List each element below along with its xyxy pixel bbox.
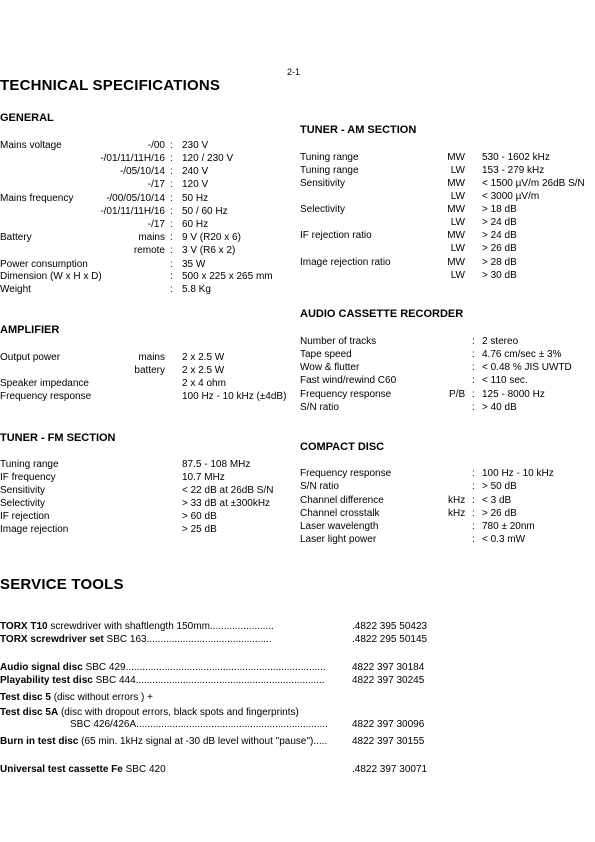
spec-separator: : [170,259,173,270]
spec-value: > 18 dB [482,204,517,215]
spec-separator: : [170,284,173,295]
spec-value: 125 - 8000 Hz [482,389,545,400]
spec-band: MW [447,204,465,215]
spec-value: 120 / 230 V [182,153,234,164]
spec-label: Weight [0,284,31,295]
service-tool-item [0,675,325,687]
spec-value: > 28 dB [482,257,517,268]
spec-value: 530 - 1602 kHz [482,152,550,163]
spec-value: 3 V (R6 x 2) [182,245,236,256]
spec-label: Selectivity [0,498,46,509]
spec-value: 50 / 60 Hz [182,206,228,217]
spec-separator: : [170,179,173,190]
spec-value: > 26 dB [482,508,517,519]
spec-tag: P/B [449,389,466,400]
spec-label: Mains frequency [0,193,74,204]
spec-separator: : [170,219,173,230]
spec-band: LW [450,243,465,254]
spec-tag: kHz [448,508,466,519]
spec-variant: mains [138,232,165,243]
spec-separator: : [472,521,475,532]
spec-value: 230 V [182,140,209,151]
spec-separator: : [472,375,475,386]
spec-value: 780 ± 20nm [482,521,535,532]
service-tool-description: SBC 426/426A..................................................................... [70,719,328,730]
spec-separator: : [472,402,475,413]
spec-value: 4.76 cm/sec ± 3% [482,349,562,360]
service-tool-code: 4822 397 30245 [352,675,425,686]
spec-label: Sensitivity [300,178,346,189]
spec-variant: -/05/10/14 [119,166,165,177]
spec-separator: : [472,389,475,400]
page-number: 2-1 [287,67,301,77]
spec-separator: : [472,336,475,347]
spec-label: Channel difference [300,495,384,506]
spec-value: < 1500 µV/m 26dB S/N [482,178,585,189]
spec-value: 2 x 2.5 W [182,352,225,363]
spec-value: > 50 dB [482,481,517,492]
spec-separator: : [170,271,173,282]
spec-value: 35 W [182,259,206,270]
spec-variant: -/17 [147,219,165,230]
service-tool-description: SBC 420 [122,764,166,775]
service-tool-item [0,692,153,704]
spec-value: 500 x 225 x 265 mm [182,271,273,282]
spec-value: > 24 dB [482,217,517,228]
spec-separator: : [170,232,173,243]
spec-value: < 22 dB at 26dB S/N [182,485,274,496]
spec-label: Laser wavelength [300,521,379,532]
spec-separator: : [472,468,475,479]
spec-value: 120 V [182,179,209,190]
spec-variant: -/17 [147,179,165,190]
spec-value: > 40 dB [482,402,517,413]
section-heading-amplifier: AMPLIFIER [0,324,60,336]
spec-label: Sensitivity [0,485,46,496]
spec-separator: : [472,508,475,519]
spec-value: 2 x 2.5 W [182,365,225,376]
service-tool-code: .4822 295 50145 [352,634,428,645]
service-tool-name: Test disc 5 [0,692,51,703]
spec-variant: -/00/05/10/14 [106,193,165,204]
service-tool-item [0,634,272,646]
service-tool-description: SBC 163............................................. [103,634,272,645]
spec-label: Tuning range [300,165,359,176]
service-tool-name: Test disc 5A [0,707,59,718]
service-tool-description: (disc with dropout errors, black spots and fingerprints) [58,707,299,718]
spec-band: LW [450,217,465,228]
spec-value: 100 Hz - 10 kHz (±4dB) [182,391,287,402]
spec-value: 2 stereo [482,336,519,347]
service-tool-name: Universal test cassette Fe [0,764,123,775]
spec-value: 87.5 - 108 MHz [182,459,251,470]
spec-separator: : [472,534,475,545]
section-heading-tuner-fm: TUNER - FM SECTION [0,432,116,444]
spec-value: 10.7 MHz [182,472,225,483]
spec-value: 153 - 279 kHz [482,165,545,176]
spec-label: Image rejection ratio [300,257,391,268]
spec-label: Image rejection [0,524,69,535]
spec-separator: : [170,153,173,164]
spec-label: Fast wind/rewind C60 [300,375,397,386]
service-tool-description: (65 min. 1kHz signal at -30 dB level without "pause")..... [78,736,328,747]
spec-value: 100 Hz - 10 kHz [482,468,554,479]
service-tool-item [0,736,327,748]
service-tool-description: SBC 444.................................................................... [92,675,325,686]
service-tool-item [0,764,166,776]
spec-separator: : [170,140,173,151]
service-tool-description: (disc without errors ) + [50,692,153,703]
spec-label: Frequency response [300,468,392,479]
spec-label: IF rejection ratio [300,230,372,241]
spec-variant: -/01/11/11H/16 [100,206,165,217]
spec-label: Tape speed [300,349,352,360]
spec-label: Mains voltage [0,140,62,151]
spec-label: IF rejection [0,511,50,522]
service-tool-name: Burn in test disc [0,736,79,747]
service-tool-item [0,707,299,719]
service-tool-item [70,719,328,731]
service-tool-description: SBC 429........................................................................ [82,662,326,673]
spec-separator: : [170,245,173,256]
spec-label: Selectivity [300,204,346,215]
spec-tag: kHz [448,495,466,506]
spec-label: Number of tracks [300,336,377,347]
spec-value: 9 V (R20 x 6) [182,232,241,243]
service-tool-name: TORX screwdriver set [0,634,104,645]
spec-band: LW [450,270,465,281]
spec-value: > 30 dB [482,270,517,281]
service-tool-code: .4822 397 30071 [352,764,428,775]
spec-separator: : [472,362,475,373]
spec-label: Output power [0,352,61,363]
spec-label: Frequency response [0,391,92,402]
spec-value: > 26 dB [482,243,517,254]
spec-separator: : [472,481,475,492]
spec-separator: : [170,193,173,204]
spec-label: Channel crosstalk [300,508,380,519]
section-heading-general: GENERAL [0,112,54,124]
spec-value: > 24 dB [482,230,517,241]
spec-label: Tuning range [300,152,359,163]
spec-value: < 0.3 mW [482,534,526,545]
spec-separator: : [472,495,475,506]
spec-value: 5.8 Kg [182,284,211,295]
spec-label: S/N ratio [300,402,339,413]
spec-band: MW [447,152,465,163]
spec-value: < 3 dB [482,495,512,506]
service-tool-name: Playability test disc [0,675,93,686]
spec-label: Speaker impedance [0,378,89,389]
spec-value: < 0.48 % JIS UWTD [482,362,572,373]
spec-label: Battery [0,232,32,243]
spec-label: IF frequency [0,472,56,483]
spec-label: S/N ratio [300,481,339,492]
section-heading-tuner-am: TUNER - AM SECTION [300,124,417,136]
spec-variant: -/01/11/11H/16 [100,153,165,164]
spec-label: Wow & flutter [300,362,360,373]
spec-value: 2 x 4 ohm [182,378,226,389]
spec-variant: mains [138,352,165,363]
spec-value: > 60 dB [182,511,217,522]
spec-value: 50 Hz [182,193,209,204]
spec-band: MW [447,178,465,189]
service-tool-code: 4822 397 30096 [352,719,425,730]
spec-variant: battery [134,365,165,376]
service-tool-code: 4822 397 30155 [352,736,425,747]
service-tool-description: screwdriver with shaftlength 150mm....................... [47,621,274,632]
page-title: TECHNICAL SPECIFICATIONS [0,77,221,94]
spec-separator: : [170,166,173,177]
section-heading-compact-disc: COMPACT DISC [300,441,385,453]
spec-label: Laser light power [300,534,377,545]
spec-band: MW [447,230,465,241]
spec-value: > 33 dB at ±300kHz [182,498,271,509]
service-tool-name: TORX T10 [0,621,48,632]
spec-band: MW [447,257,465,268]
service-tool-code: .4822 395 50423 [352,621,428,632]
section-heading-cassette: AUDIO CASSETTE RECORDER [300,308,464,320]
service-tool-item [0,621,274,633]
spec-band: LW [450,191,465,202]
spec-separator: : [170,206,173,217]
spec-label: Dimension (W x H x D) [0,271,102,282]
spec-value: < 110 sec. [482,375,528,386]
service-tool-name: Audio signal disc [0,662,83,673]
spec-band: LW [450,165,465,176]
service-tool-code: 4822 397 30184 [352,662,425,673]
spec-label: Tuning range [0,459,59,470]
spec-label: Frequency response [300,389,392,400]
spec-variant: -/00 [147,140,165,151]
spec-value: < 3000 µV/m [482,191,540,202]
service-tool-item [0,662,326,674]
spec-label: Power consumption [0,259,88,270]
spec-value: 240 V [182,166,209,177]
spec-value: 60 Hz [182,219,209,230]
section-heading-service-tools: SERVICE TOOLS [0,576,124,593]
spec-value: > 25 dB [182,524,217,535]
spec-separator: : [472,349,475,360]
spec-variant: remote [133,245,165,256]
